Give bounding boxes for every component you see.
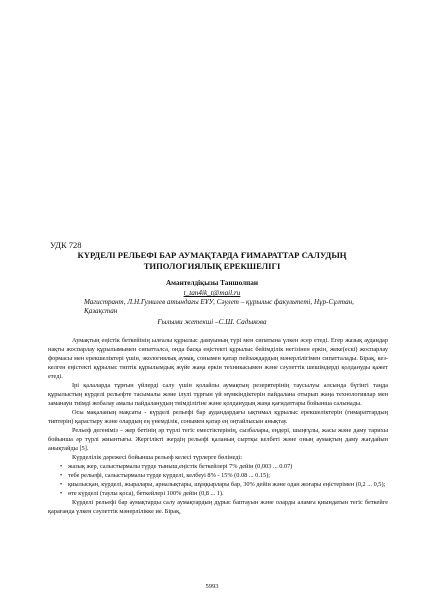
- paper-title-line-1: КҮРДЕЛІ РЕЛЬЕФІ БАР АУМАҚТАРДА ҒИМАРАТТАР САЛУДЫҢ: [77, 250, 347, 260]
- paragraph-4: Рельеф дегеніміз – жер бетінің әр түрлі тегіс еместіктерінің, сызбалары, еңдері, шыңғұлы, жасы және даму тарихы бойынша әр түрлі жиынтығы. Жергілікті жердің рельефі қаланың сыртқы келбеті және оның аумақтың даму жағдайын анықтайды [5].: [48, 427, 388, 452]
- relief-types-list: [48, 462, 388, 498]
- paragraph-5: Күрделілік дәрежесі бойынша рельеф келесі түрлерге бөлінеді:: [72, 454, 242, 461]
- list-item: • өте күрделі (таулы қоса), беткейлері 100% дейін (0,8 ... 1).: [48, 489, 388, 498]
- paragraph-6: Күрделі рельефі бар аумақтарды салу аумақтардың дұрыс баптауын және оларды аламға қиындатын тегіс беткейге қарағанда үлкен сәулеттік мәнерлілікке ие. Бірақ,: [48, 499, 388, 515]
- paragraph-2: Ірі қалаларда тұрғын үйлерді салу үшін қолайлы аумақтың резервтерінің таусылуы алсында бүгінгі таңда құрылыстың күрделі рельефте тасымалы және ілулі тұрғын үй мүмкіндіктерін пайдалана отырып жаңа технологиялар мен заманауи тиімді жобалау амалы пайдаланудың тиімділігіне және қолданудың жаңа қағидаттары бойынша салынады.: [48, 382, 388, 407]
- paragraph-3: Осы мақаланың мақсаты - күрделі рельефі бар аудандардағы ықтимал құрылыс ерекшеліктерін (ғимараттардың типтерін) қарастыру және олардың ең үнемділік, сонымен қатар ең оңтайлысын анықтау.: [48, 409, 388, 425]
- author-email[interactable]: t_tan4ik_t@mail.ru: [183, 289, 241, 297]
- author-name: Амантелдіқызы Таншолпан: [165, 279, 259, 287]
- list-item: • жазық жер, салыстырмалы түрде тыныш,еңістік беткейлері 7% дейін (0,003 ... 0.07): [48, 462, 388, 471]
- page-number: 5993: [205, 583, 219, 590]
- list-item: • тебе рельефі, салыстырмалы түрде күрделі, келбеуі 8% - 15% (0.08 ... 0.15);: [48, 471, 388, 480]
- paper-title-line-2: ТИПОЛОГИЯЛЫҚ ЕРЕКШЕЛІГІ: [143, 261, 281, 271]
- udk-code: УДК 728: [50, 240, 82, 250]
- author-affiliation: Магистрант, Л.Н.Гумилев атындағы ЕҰУ, Сәулет – құрылыс факультеті, Нұр-Сұлтан, Қазақстан: [84, 298, 354, 316]
- list-item: • қиылысқан, күрделі, жыралары, арналықтары, шұңқырлары бар, 30% дейін және одан жоғары еңістерімен (0,2 ... 0,5);: [48, 480, 388, 489]
- paragraph-1: Аумақтың еңістік беткейінің ылғалы құрылыс дамуының түрі мен сипатына үлкен әсер етеді. Егер жазық аудандар нақты жоспарлау құрылымымен сипатталса, онда басқа еңістекті құрылыс бейімділік негізінен еркін, жеке(ескі) жоспарлау формасы мен ерекшеліктері үшін, экологиялық аумақ, сонымен қатар пейзаждардың мәнерлілігімен сипатталады. Бірақ, кез-келген еңістекті құрылыс типтік құрылымдық жүйе жаңа еркін техникасымен және сәулеттік шешімдерді қолдануды қажет етеді.: [48, 337, 388, 380]
- paper-body: [48, 336, 388, 516]
- scientific-advisor: Ғылыми жетекші –С.Ш. Садыкова: [157, 318, 267, 326]
